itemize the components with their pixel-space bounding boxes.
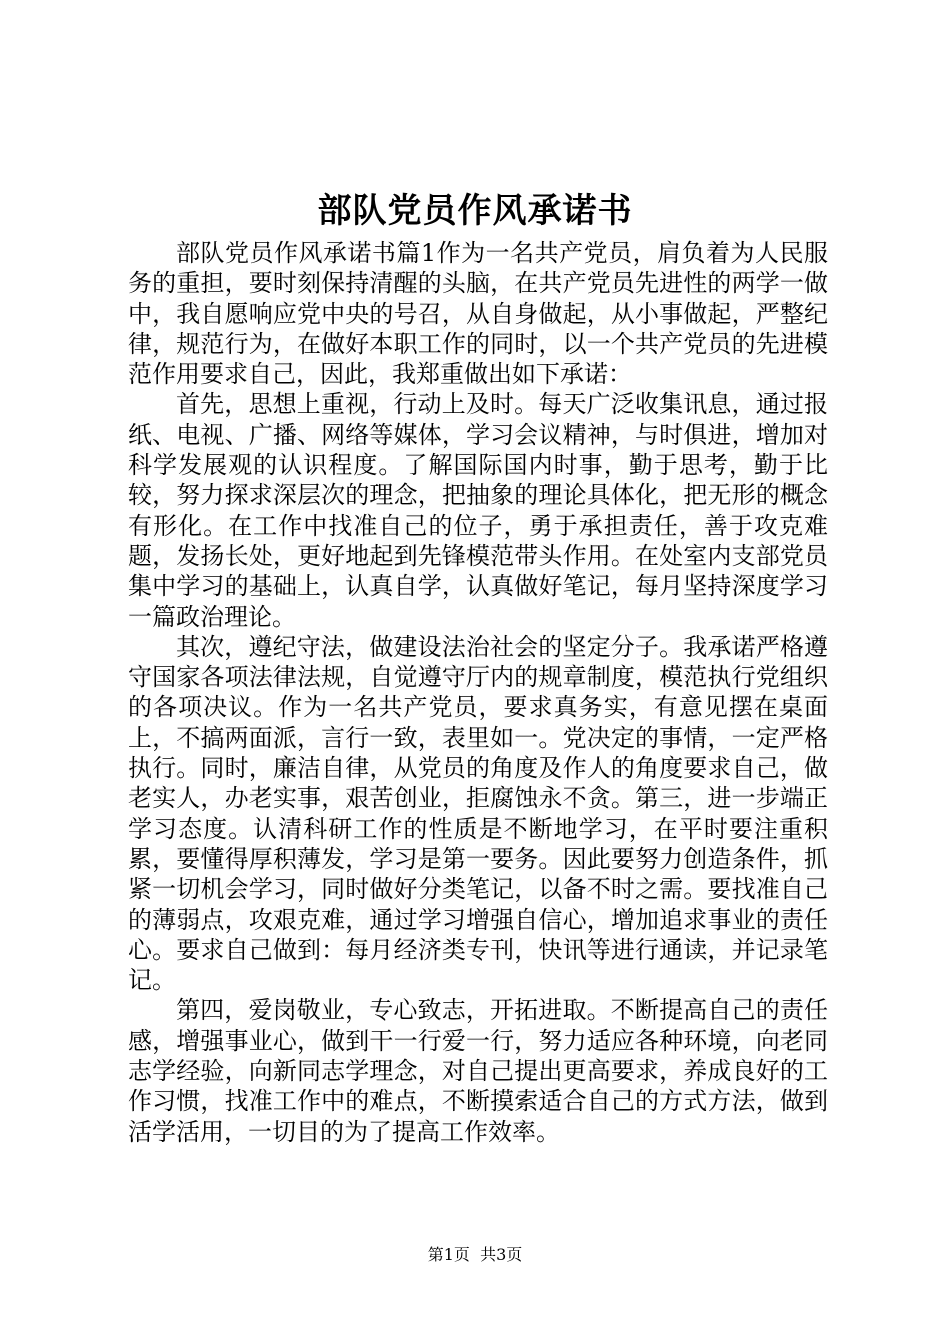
paragraph-3: 其次，遵纪守法，做建设法治社会的坚定分子。我承诺严格遵守国家各项法律法规，自觉遵守厅内的规章制度，模范执行党组织的各项决议。作为一名共产党员，要求真务实，有意见摆在桌面上，不搞两面派，言行一致，表里如一。党决定的事情，一定严格执行。同时，廉洁自律，从党员的角度及作人的角度要求自己，做老实人，办老实事，艰苦创业，拒腐蚀永不贪。第三，进一步端正学习态度。认清科研工作的性质是不断地学习，在平时要注重积累，要懂得厚积薄发，学习是第一要务。因此要努力创造条件，抓紧一切机会学习，同时做好分类笔记，以备不时之需。要找准自己的薄弱点，攻艰克难，通过学习增强自信心，增加追求事业的责任心。要求自己做到：每月经济类专刊，快讯等进行通读，并记录笔记。 — [128, 632, 828, 995]
page-number: 第1页 — [427, 1245, 470, 1264]
paragraph-1: 部队党员作风承诺书篇1作为一名共产党员，肩负着为人民服务的重担，要时刻保持清醒的头脑，在共产党员先进性的两学一做中，我自愿响应党中央的号召，从自身做起，从小事做起，严整纪律，规范行为，在做好本职工作的同时，以一个共产党员的先进模范作用要求自己，因此，我郑重做出如下承诺： — [128, 239, 828, 389]
paragraph-2: 首先，思想上重视，行动上及时。每天广泛收集讯息，通过报纸、电视、广播、网络等媒体，学习会议精神，与时俱进，增加对科学发展观的认识程度。了解国际国内时事，勤于思考，勤于比较，努力探求深层次的理念，把抽象的理论具体化，把无形的概念有形化。在工作中找准自己的位子，勇于承担责任，善于攻克难题，发扬长处，更好地起到先锋模范带头作用。在处室内支部党员集中学习的基础上，认真自学，认真做好笔记，每月坚持深度学习一篇政治理论。 — [128, 390, 828, 631]
page-total: 共3页 — [480, 1245, 523, 1264]
document-body — [128, 238, 828, 1147]
footer-separator — [470, 1245, 480, 1264]
paragraph-4: 第四，爱岗敬业，专心致志，开拓进取。不断提高自己的责任感，增强事业心，做到干一行爱一行，努力适应各种环境，向老同志学经验，向新同志学理念，对自己提出更高要求，养成良好的工作习惯，找准工作中的难点，不断摸索适合自己的方式方法，做到活学活用，一切目的为了提高工作效率。 — [128, 996, 828, 1146]
document-title: 部队党员作风承诺书 — [317, 191, 633, 231]
page-footer — [0, 1243, 950, 1267]
